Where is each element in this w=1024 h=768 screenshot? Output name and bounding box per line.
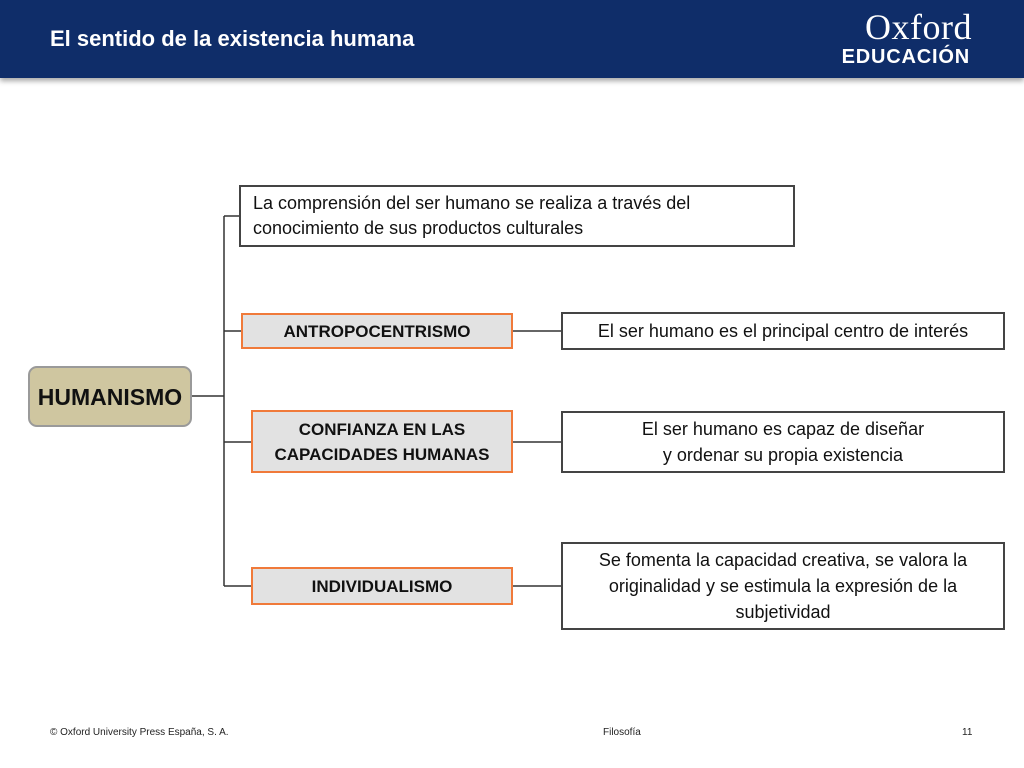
concept-confianza <box>251 410 513 473</box>
intro-node <box>239 185 795 247</box>
concept-label-line2: CAPACIDADES HUMANAS <box>274 444 490 464</box>
description-text: Se fomenta la capacidad creativa, se valora la originalidad y se estimula la expresión de la subjetividad <box>598 550 968 622</box>
concept-label: ANTROPOCENTRISMO <box>283 321 471 341</box>
brand-name: Oxford <box>865 7 972 47</box>
description-line1: El ser humano es capaz de diseñar <box>641 419 925 439</box>
description-antropocentrismo <box>561 312 1005 350</box>
page-title: El sentido de la existencia humana <box>50 26 415 51</box>
description-individualismo <box>561 542 1005 630</box>
description-confianza <box>561 411 1005 473</box>
concept-individualismo <box>251 567 513 605</box>
root-node: HUMANISMO <box>28 366 192 427</box>
concept-antropocentrismo <box>241 313 513 349</box>
footer-page-number: 11 <box>962 727 973 738</box>
brand-sub: EDUCACIÓN <box>841 46 970 68</box>
concept-label: INDIVIDUALISMO <box>311 576 453 596</box>
concept-label-line1: CONFIANZA EN LAS <box>298 419 466 439</box>
intro-text: La comprensión del ser humano se realiza a través del conocimiento de sus productos culturales <box>253 193 691 238</box>
footer-copyright: © Oxford University Press España, S. A. <box>50 727 229 738</box>
footer-subject: Filosofía <box>603 727 641 738</box>
description-text: El ser humano es el principal centro de interés <box>597 321 969 341</box>
description-line2: y ordenar su propia existencia <box>662 445 904 465</box>
